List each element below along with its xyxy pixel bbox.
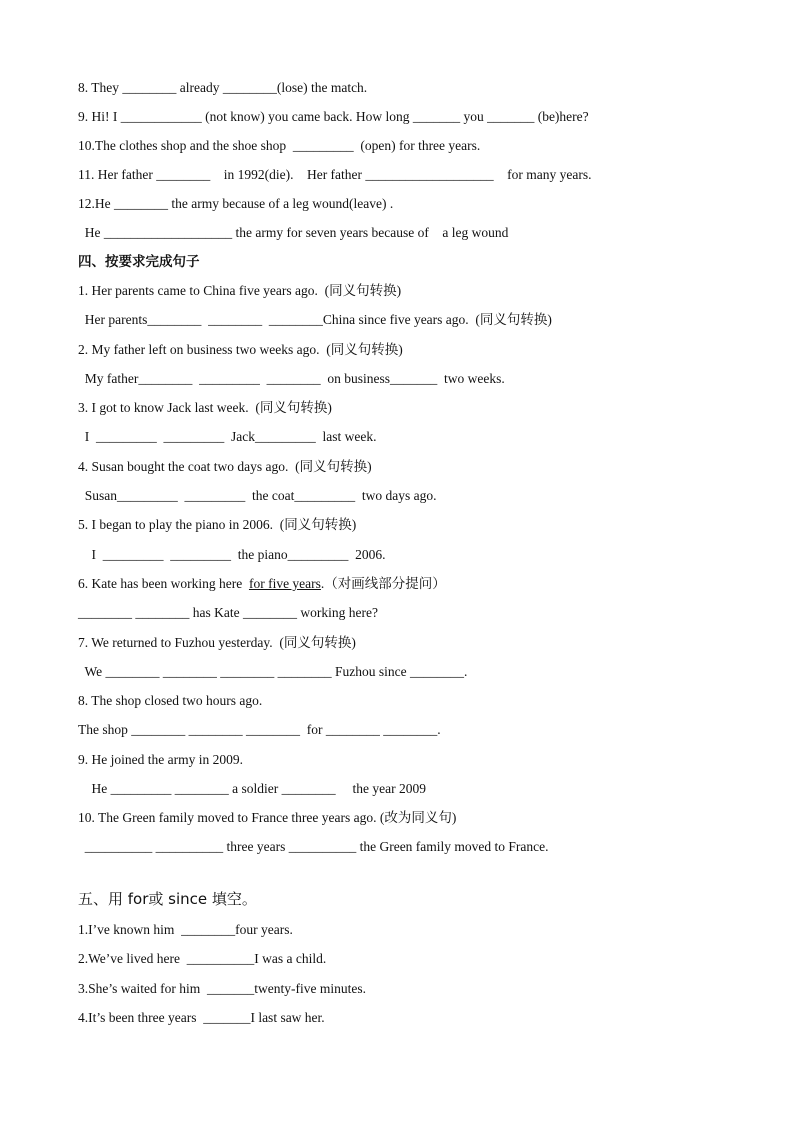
s4-line: My father________ _________ ________ on business_______ two weeks. bbox=[78, 371, 505, 386]
underlined-phrase: for five years bbox=[248, 576, 321, 591]
s4-line: 5. I began to play the piano in 2006. (同义句转换) bbox=[78, 517, 357, 532]
question-8: 8. They ________ already ________(lose) the match. bbox=[78, 80, 368, 95]
s4-line: 8. The shop closed two hours ago. bbox=[78, 693, 263, 708]
s4-line: 1. Her parents came to China five years ago. (同义句转换) bbox=[78, 283, 402, 298]
question-10: 10.The clothes shop and the shoe shop _________ (open) for three years. bbox=[78, 138, 481, 153]
s4-line: I _________ _________ the piano_________ 2006. bbox=[78, 547, 386, 562]
s4-line: The shop ________ ________ ________ for ________ ________. bbox=[78, 722, 441, 737]
question-9: 9. Hi! I ____________ (not know) you came back. How long _______ you _______ (be)here? bbox=[78, 109, 589, 124]
s4-line: I _________ _________ Jack_________ last week. bbox=[78, 429, 377, 444]
s4-line: ________ ________ has Kate ________ working here? bbox=[78, 605, 378, 620]
s4-line: Susan_________ _________ the coat_________ two days ago. bbox=[78, 488, 437, 503]
s4-line-6: 6. Kate has been working here for five years.（对画线部分提问） bbox=[78, 576, 446, 591]
section-5-title: 五、用 for或 since 填空。 bbox=[78, 890, 257, 908]
s4-line: __________ __________ three years __________ the Green family moved to France. bbox=[78, 839, 549, 854]
s5-line: 3.She’s waited for him _______twenty-five minutes. bbox=[78, 981, 366, 996]
question-12b: He ___________________ the army for seven years because of a leg wound bbox=[78, 225, 509, 240]
s4-line: 4. Susan bought the coat two days ago. (同义句转换) bbox=[78, 459, 372, 474]
section-4-title: 四、按要求完成句子 bbox=[78, 254, 200, 270]
s5-line: 1.I’ve known him ________four years. bbox=[78, 922, 293, 937]
s4-line: 9. He joined the army in 2009. bbox=[78, 752, 243, 767]
question-12a: 12.He ________ the army because of a leg wound(leave) . bbox=[78, 196, 394, 211]
s4-line: 7. We returned to Fuzhou yesterday. (同义句转换) bbox=[78, 635, 356, 650]
s4-line: We ________ ________ ________ ________ Fuzhou since ________. bbox=[78, 664, 468, 679]
s4-line: 2. My father left on business two weeks ago. (同义句转换) bbox=[78, 342, 403, 357]
s5-line: 2.We’ve lived here __________I was a child. bbox=[78, 951, 327, 966]
s5-line: 4.It’s been three years _______I last saw her. bbox=[78, 1010, 325, 1025]
s4-line: He _________ ________ a soldier ________ the year 2009 bbox=[78, 781, 426, 796]
s4-line: 3. I got to know Jack last week. (同义句转换) bbox=[78, 400, 332, 415]
s4-line: 10. The Green family moved to France three years ago. (改为同义句) bbox=[78, 810, 457, 825]
s4-line: Her parents________ ________ ________China since five years ago. (同义句转换) bbox=[78, 312, 552, 327]
question-11: 11. Her father ________ in 1992(die). Her father ___________________ for many years. bbox=[78, 167, 592, 182]
